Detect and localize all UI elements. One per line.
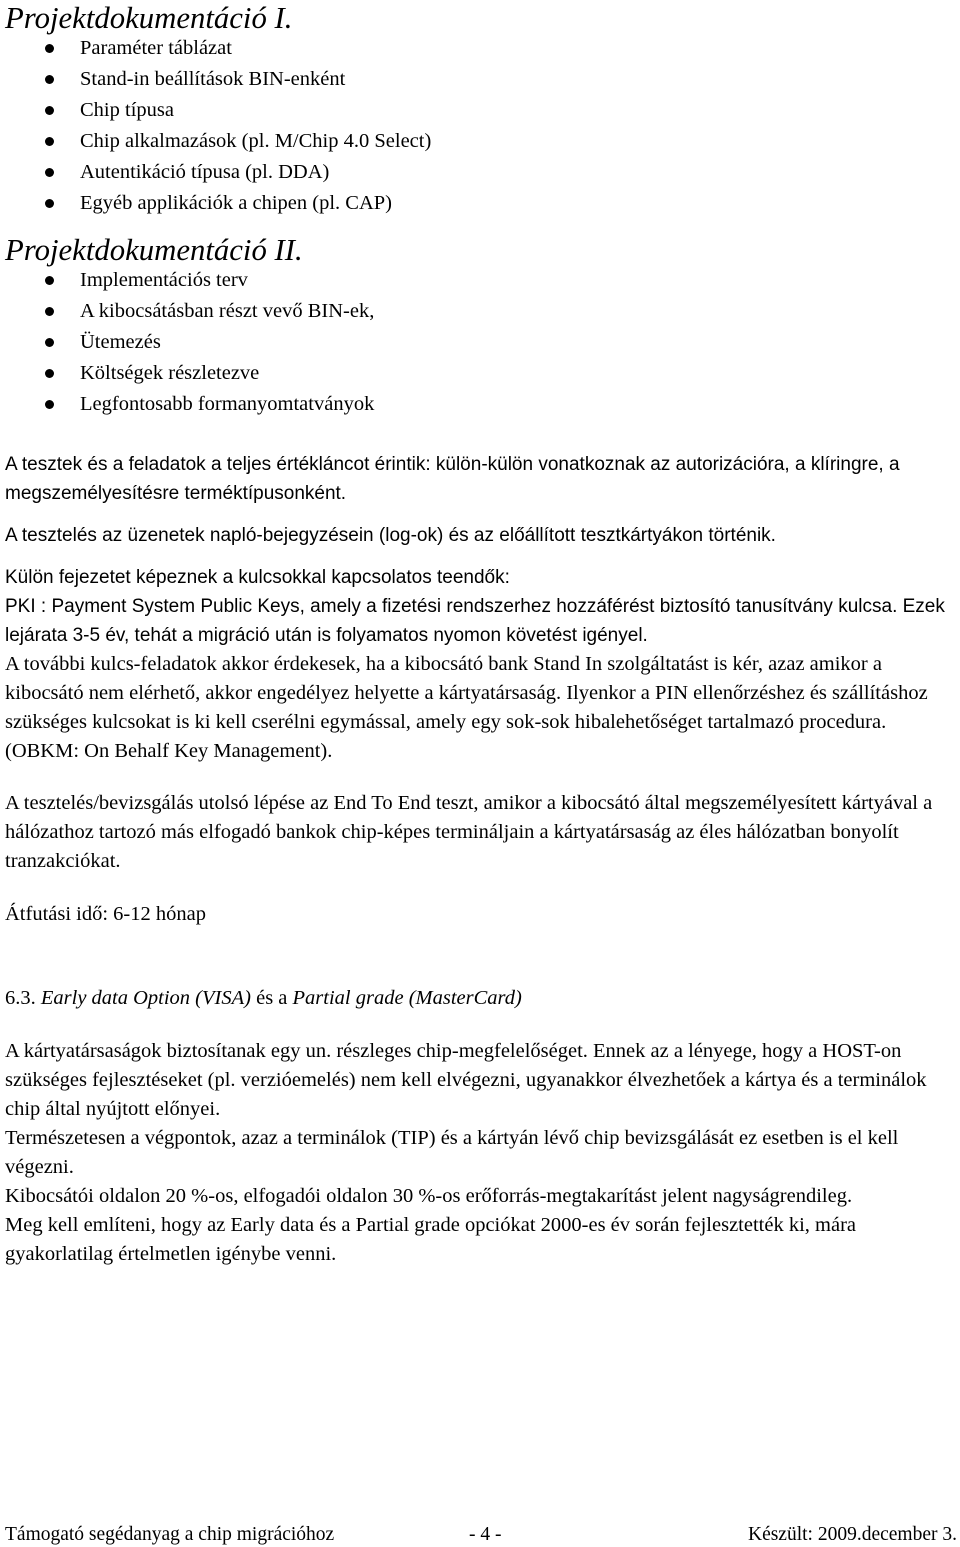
section-heading-projektdokumentacio-2: Projektdokumentáció II. <box>5 233 303 267</box>
paragraph-atfutasi-ido: Átfutási idő: 6-12 hónap <box>5 903 206 925</box>
list-item <box>5 64 957 95</box>
section-number: 6.3. <box>5 987 36 1009</box>
bullet-icon <box>45 44 54 53</box>
list-item <box>5 296 957 327</box>
footer-date: Készült: 2009.december 3. <box>747 1524 957 1545</box>
paragraph-end-to-end: A tesztelés/bevizsgálás utolsó lépése az End To End teszt, amikor a kibocsátó által megszemélyesített kártyával a hálózathoz tartozó más elfogadó bankok chip-képes termináljain a kártyatársaság az éles hálózatban bonyolít tranzakciókat. <box>5 792 933 872</box>
paragraph-megtakaritas: Kibocsátói oldalon 20 %-os, elfogadói oldalon 30 %-os erőforrás-megtakarítást jelent nagyságrendileg. <box>5 1185 853 1207</box>
bullet-icon <box>45 75 54 84</box>
bullet-icon <box>45 307 54 316</box>
list-item-text: Chip alkalmazások (pl. M/Chip 4.0 Select) <box>80 130 432 152</box>
list-item <box>5 327 957 358</box>
title-partial-grade: Partial grade (MasterCard) <box>292 987 522 1009</box>
paragraph-teszteles-log: A tesztelés az üzenetek napló-bejegyzésein (log-ok) és az előállított tesztkártyákon történik. <box>5 525 776 546</box>
bullet-icon <box>45 369 54 378</box>
list-item-text: Ütemezés <box>80 331 161 353</box>
list-item <box>5 157 957 188</box>
list-item-text: Költségek részletezve <box>80 362 260 384</box>
list-item-text: Paraméter táblázat <box>80 37 232 59</box>
title-connector: és a <box>256 987 288 1009</box>
paragraph-vegpontok: Természetesen a végpontok, azaz a terminálok (TIP) és a kártyán lévő chip bevizsgálását ez esetben is el kell végezni. <box>5 1127 899 1178</box>
bullet-icon <box>45 199 54 208</box>
page-footer <box>5 1524 957 1546</box>
bullet-icon <box>45 168 54 177</box>
list-item-text: Implementációs terv <box>80 269 248 291</box>
paragraph-tovabbi-kulcs: A további kulcs-feladatok akkor érdekesek, ha a kibocsátó bank Stand In szolgáltatást is kér, azaz amikor a kibocsátó nem elérhető, akkor engedélyez helyette a kártyatársaság. Ilyenkor a PIN ellenőrzéshez és szállításhoz szükséges kulcsokat is ki kell cserélni egymással, amely egy sok-sok hibalehetőséget tartalmazó procedura. (OBKM: On Behalf Key Management). <box>5 653 928 762</box>
document-page <box>5 0 957 1269</box>
footer-title: Támogató segédanyag a chip migrációhoz <box>5 1524 335 1545</box>
list-item <box>5 126 957 157</box>
list-item <box>5 188 957 219</box>
paragraph-kulcsok-intro: Külön fejezetet képeznek a kulcsokkal kapcsolatos teendők: <box>5 567 510 588</box>
bullet-icon <box>45 137 54 146</box>
list-item-text: Egyéb applikációk a chipen (pl. CAP) <box>80 192 392 214</box>
bullet-list-2 <box>5 265 957 420</box>
list-item <box>5 95 957 126</box>
bullet-icon <box>45 338 54 347</box>
title-early-data: Early data Option (VISA) <box>40 987 251 1009</box>
page-number: - 4 - <box>469 1524 502 1545</box>
section-heading-6-3 <box>5 984 957 1013</box>
paragraph-pki: PKI : Payment System Public Keys, amely a fizetési rendszerhez hozzáférést biztosító tanusítvány kulcsa. Ezek lejárata 3-5 év, tehát a migráció után is folyamatos nyomon követést igényel. <box>5 596 945 646</box>
list-item-text: A kibocsátásban részt vevő BIN-ek, <box>80 300 375 322</box>
list-item <box>5 33 957 64</box>
list-item-text: Chip típusa <box>80 99 174 121</box>
list-item <box>5 389 957 420</box>
list-item <box>5 358 957 389</box>
bullet-icon <box>45 400 54 409</box>
bullet-icon <box>45 106 54 115</box>
paragraph-tesztek: A tesztek és a feladatok a teljes értékláncot érintik: külön-külön vonatkoznak az autorizációra, a klíringre, a megszemélyesítésre terméktípusonként. <box>5 454 900 504</box>
list-item-text: Autentikáció típusa (pl. DDA) <box>80 161 330 183</box>
bullet-list-1 <box>5 33 957 219</box>
bullet-icon <box>45 276 54 285</box>
list-item-text: Legfontosabb formanyomtatványok <box>80 393 375 415</box>
paragraph-opciok: Meg kell említeni, hogy az Early data és a Partial grade opciókat 2000-es év során fejlesztették ki, mára gyakorlatilag értelmetlen igénybe venni. <box>5 1214 857 1265</box>
section-heading-projektdokumentacio-1: Projektdokumentáció I. <box>5 1 293 35</box>
list-item <box>5 265 957 296</box>
list-item-text: Stand-in beállítások BIN-enként <box>80 68 346 90</box>
paragraph-reszleges-megfeleloseg: A kártyatársaságok biztosítanak egy un. részleges chip-megfelelőséget. Ennek az a lényege, hogy a HOST-on szükséges fejlesztéseket (pl. verzióemelés) nem kell elvégezni, ugyanakkor élvezhetőek a kártya és a terminálok chip által nyújtott előnyei. <box>5 1040 927 1120</box>
